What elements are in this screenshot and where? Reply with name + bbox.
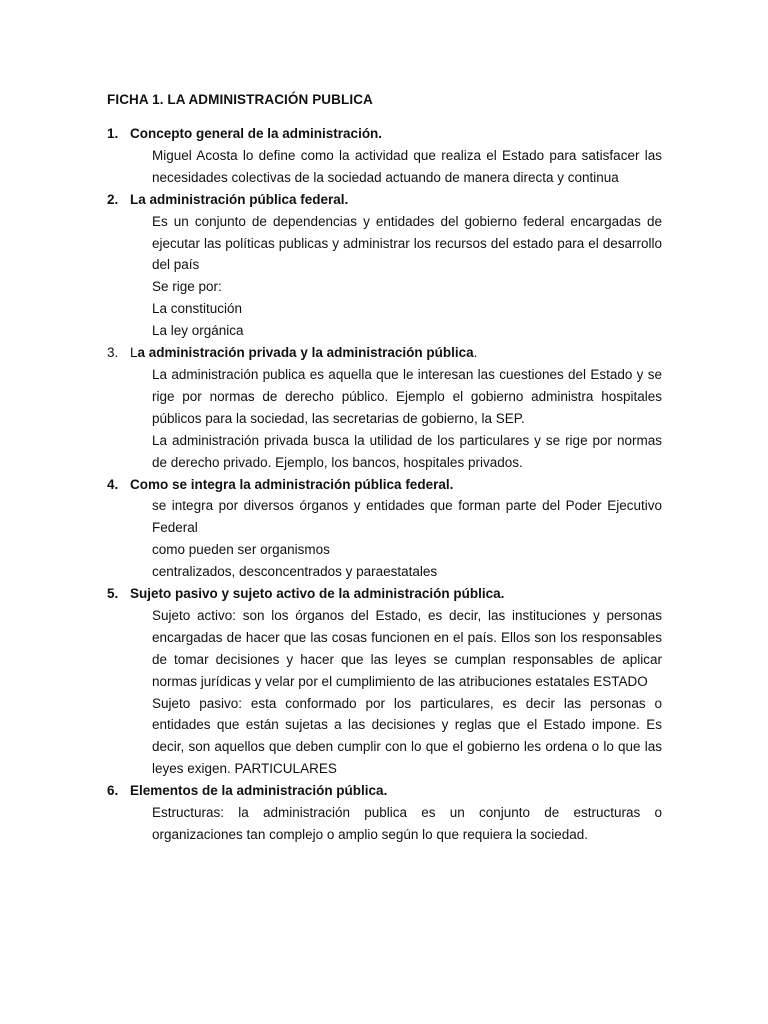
section-heading	[107, 583, 662, 605]
section-heading-text: Como se integra la administración pública federal.	[130, 476, 454, 492]
paragraph: Sujeto pasivo: esta conformado por los particulares, es decir las personas o entidades que están sujetas a las decisiones y reglas que el Estado impone. Es decir, son aquellos que deben cumplir con lo que el gobierno les ordena o lo que las leyes exigen. PARTICULARES	[152, 695, 662, 777]
section-number: 1.	[107, 126, 119, 141]
section-number: 2.	[107, 191, 119, 207]
section-heading	[107, 189, 662, 211]
section-5	[107, 583, 662, 780]
text-line: Se rige por:	[152, 279, 222, 295]
section-heading	[107, 342, 662, 364]
section-number: 5.	[107, 586, 119, 602]
paragraph: Es un conjunto de dependencias y entidades del gobierno federal encargadas de ejecutar las políticas publicas y administrar los recursos del estado para el desarrollo del país	[152, 213, 662, 273]
text-line: como pueden ser organismos	[152, 542, 330, 558]
section-4	[107, 474, 662, 584]
section-body	[107, 802, 662, 846]
section-heading-prefix: L	[130, 345, 138, 361]
document-body	[107, 123, 662, 846]
section-heading-text: Concepto general de la administración.	[130, 126, 383, 141]
section-body	[107, 364, 662, 474]
paragraph: Sujeto activo: son los órganos del Estado, es decir, las instituciones y personas encargadas de hacer que las cosas funcionen en el país. Ellos son los responsables de tomar decisiones y hacer que las leyes se cumplan responsables de aplicar normas jurídicas y velar por el cumplimiento de las atribuciones estatales ESTADO	[152, 607, 662, 689]
section-heading-text: Sujeto pasivo y sujeto activo de la administración pública.	[130, 586, 505, 602]
section-heading	[107, 123, 662, 145]
document-title: FICHA 1. LA ADMINISTRACIÓN PUBLICA	[107, 92, 373, 107]
paragraph: Miguel Acosta lo define como la actividad que realiza el Estado para satisfacer las necesidades colectivas de la sociedad actuando de manera directa y continua	[152, 147, 662, 185]
section-heading	[107, 780, 662, 802]
text-line: centralizados, desconcentrados y paraestatales	[152, 564, 438, 580]
section-body	[107, 495, 662, 583]
text-line: La constitución	[152, 301, 243, 317]
section-heading-text: a administración privada y la administración pública	[137, 345, 474, 361]
section-body	[107, 145, 662, 189]
section-heading-text: La administración pública federal.	[130, 191, 349, 207]
section-number: 6.	[107, 783, 119, 799]
paragraph: Estructuras: la administración publica es un conjunto de estructuras o organizaciones tan complejo o amplio según lo que requiera la sociedad.	[152, 805, 662, 842]
paragraph: se integra por diversos órganos y entidades que forman parte del Poder Ejecutivo Federal	[152, 498, 662, 536]
section-body	[107, 605, 662, 780]
section-2	[107, 189, 662, 342]
section-number: 4.	[107, 476, 119, 492]
section-heading	[107, 474, 662, 496]
paragraph: La administración publica es aquella que le interesan las cuestiones del Estado y se rige por normas de derecho público. Ejemplo el gobierno administra hospitales públicos para la sociedad, las secretarias de gobierno, la SEP.	[152, 366, 662, 426]
section-1	[107, 123, 662, 189]
section-6	[107, 780, 662, 846]
section-number: 3.	[107, 345, 119, 361]
section-heading-suffix: .	[473, 345, 478, 361]
text-line: La ley orgánica	[152, 323, 244, 339]
section-heading-text: Elementos de la administración pública.	[130, 783, 388, 799]
paragraph: La administración privada busca la utilidad de los particulares y se rige por normas de derecho privado. Ejemplo, los bancos, hospitales privados.	[152, 432, 662, 470]
section-3	[107, 342, 662, 473]
section-body	[107, 211, 662, 342]
